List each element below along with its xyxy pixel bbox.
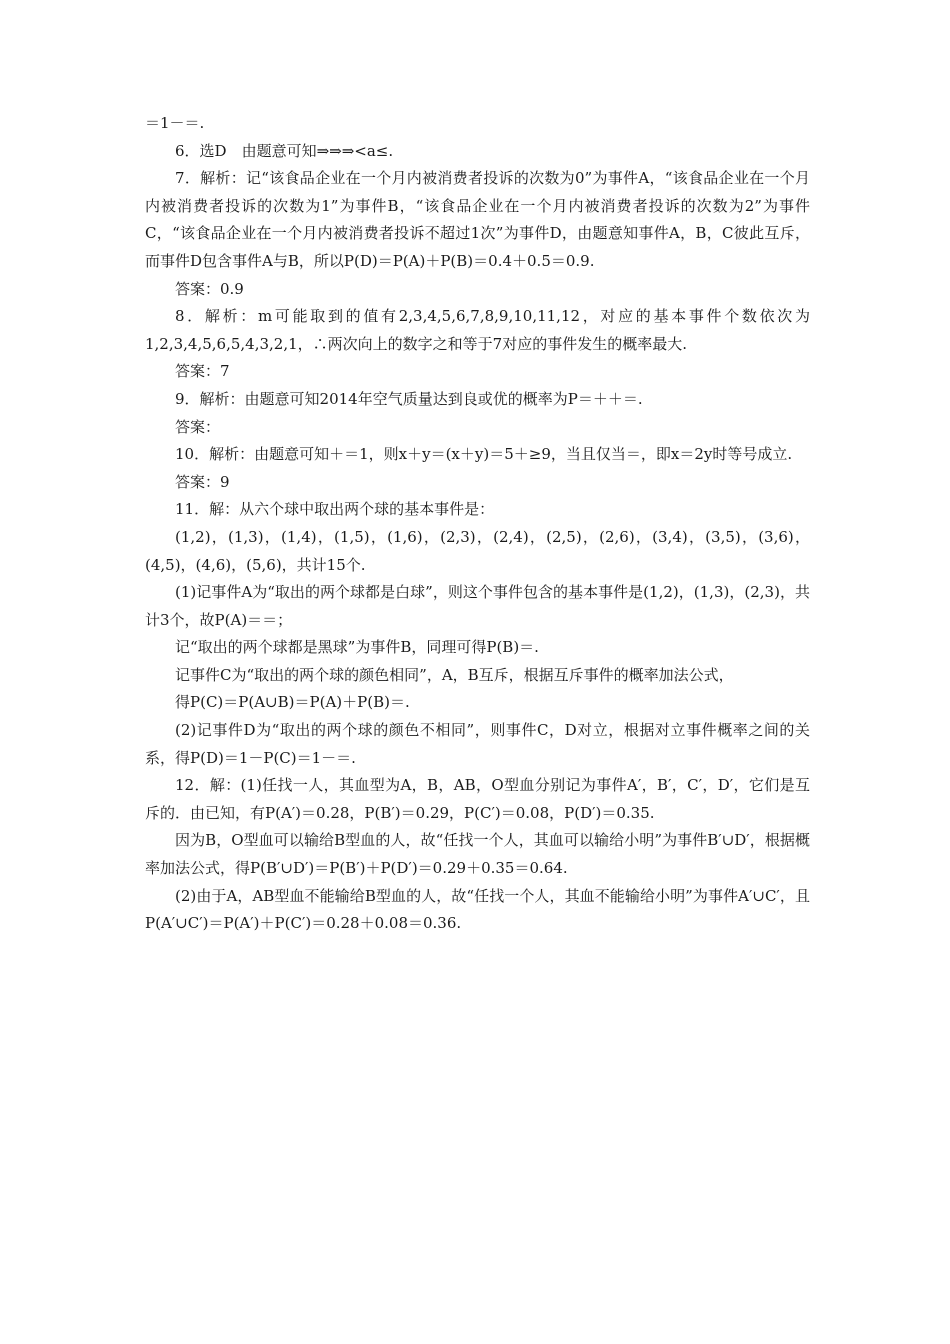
answer-10-result: 答案：9 [175, 472, 230, 491]
answer-11-part2: (2)记事件D为“取出的两个球的颜色不相同”，则事件C，D对立，根据对立事件概率之间的关系，得P(D)＝1－P(C)＝1－＝. [145, 721, 810, 767]
answer-12-part1-b: 因为B，O型血可以输给B型血的人，故“任找一个人，其血可以输给小明”为事件B′∪D′，根据概率加法公式，得P(B′∪D′)＝P(B′)＋P(D′)＝0.29＋0.35＝0.64. [145, 831, 810, 878]
answer-12: 12．解：(1)任找一人，其血型为A，B，AB，O型血分别记为事件A′，B′，C′，D′，它们是互斥的．由已知，有P(A′)＝0.28，P(B′)＝0.29，P(C′)＝0.08，P(D′)＝0.35. [145, 776, 810, 822]
answer-11-part1: (1)记事件A为“取出的两个球都是白球”，则这个事件包含的基本事件是(1,2)，(1,3)，(2,3)，共计3个，故P(A)＝＝； [145, 583, 810, 629]
answer-10: 10．解析：由题意可知＋＝1，则x＋y＝(x＋y)＝5＋≥9，当且仅当＝，即x＝2y时等号成立. [175, 445, 793, 464]
answer-12-part2: (2)由于A，AB型血不能输给B型血的人，故“任找一个人，其血不能输给小明”为事件A′∪C′，且P(A′∪C′)＝P(A′)＋P(C′)＝0.28＋0.08＝0.36. [145, 886, 810, 933]
answer-7: 7．解析：记“该食品企业在一个月内被消费者投诉的次数为0”为事件A，“该食品企业在一个月内被消费者投诉的次数为1”为事件B，“该食品企业在一个月内被消费者投诉的次数为2”为事件C，“该食品企业在一个月内被消费者投诉不超过1次”为事件D，由题意知事件A，B，C彼此互斥，而事件D包含事件A与B，所以P(D)＝P(A)＋P(B)＝0.4＋0.5＝0.9. [145, 169, 810, 270]
answer-text [145, 110, 810, 938]
answer-7-result: 答案：0.9 [175, 279, 244, 298]
answer-6: 6．选D 由题意可知⇒⇒⇒<a≤. [175, 141, 394, 160]
answer-11-part1-b: 记“取出的两个球都是黑球”为事件B，同理可得P(B)＝. [175, 638, 539, 657]
answer-11: 11．解：从六个球中取出两个球的基本事件是： [175, 500, 495, 519]
answer-9-result: 答案： [175, 417, 221, 436]
answer-11-events: (1,2)，(1,3)，(1,4)，(1,5)，(1,6)，(2,3)，(2,4)，(2,5)，(2,6)，(3,4)，(3,5)，(3,6)，(4,5)，(4,6)，(5,6)，共计15个. [145, 527, 810, 574]
answer-9: 9．解析：由题意可知2014年空气质量达到良或优的概率为P＝＋＋＝. [175, 389, 643, 408]
answer-8: 8．解析：m可能取到的值有2,3,4,5,6,7,8,9,10,11,12，对应的基本事件个数依次为1,2,3,4,5,6,5,4,3,2,1，∴两次向上的数字之和等于7对应的事件发生的概率最大. [145, 307, 810, 353]
line-continuation: ＝1－＝. [145, 114, 205, 132]
answer-11-part1-c-result: 得P(C)＝P(A∪B)＝P(A)＋P(B)＝. [175, 693, 410, 712]
answer-11-part1-c: 记事件C为“取出的两个球的颜色相同”，A，B互斥，根据互斥事件的概率加法公式， [175, 665, 734, 684]
answer-8-result: 答案：7 [175, 362, 230, 381]
